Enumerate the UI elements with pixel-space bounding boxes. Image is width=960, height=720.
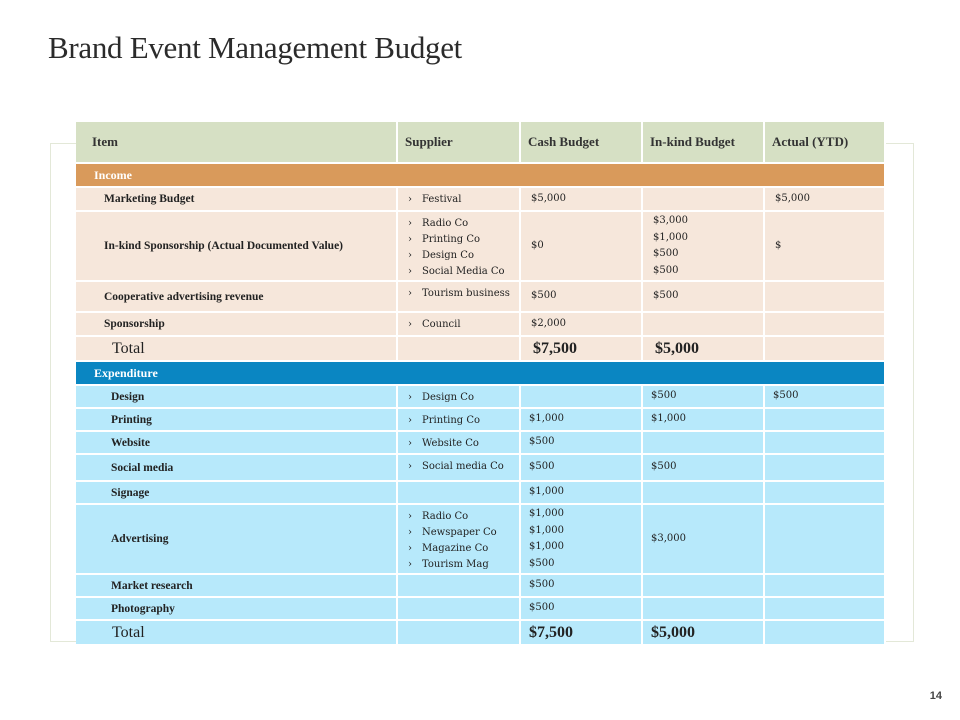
item-cell: Website: [76, 431, 397, 454]
cash-value: $500: [529, 461, 555, 473]
supplier-item: [408, 192, 519, 208]
header-supplier: Supplier: [397, 122, 520, 163]
cash-cell: [520, 454, 642, 481]
item-cell: Photography: [76, 597, 397, 620]
supplier-name: Magazine Co: [422, 543, 489, 554]
header-actual-ytd: Actual (YTD): [764, 122, 885, 163]
inkind-cell: [642, 187, 764, 211]
cash-value: $1,000: [529, 486, 564, 498]
item-cell: Advertising: [76, 504, 397, 574]
item-cell: Sponsorship: [76, 312, 397, 336]
income-total-row: [76, 336, 885, 361]
supplier-item: [408, 317, 519, 333]
cash-value: $500: [531, 290, 557, 302]
cash-value: $5,000: [531, 192, 566, 204]
expenditure-row: [76, 504, 885, 574]
chevron-right-icon: ›: [408, 543, 412, 554]
actual-cell: [764, 408, 885, 431]
inkind-cell: [642, 504, 764, 574]
expenditure-row: [76, 431, 885, 454]
inkind-value: $1,000: [651, 413, 686, 425]
cash-value: $500: [529, 557, 555, 569]
actual-value: $5,000: [775, 192, 810, 204]
item-cell: Signage: [76, 481, 397, 504]
actual-cell: [764, 454, 885, 481]
income-row: [76, 312, 885, 336]
supplier-name: Printing Co: [422, 234, 481, 245]
supplier-name: Design Co: [422, 392, 474, 403]
chevron-right-icon: ›: [408, 266, 412, 277]
supplier-cell: [397, 574, 520, 597]
chevron-right-icon: ›: [408, 415, 412, 426]
cash-value: $1,000: [529, 524, 564, 536]
item-cell: Market research: [76, 574, 397, 597]
cash-value: $0: [531, 239, 544, 251]
supplier-item: [408, 216, 519, 232]
supplier-item: [408, 264, 519, 280]
supplier-name: Newspaper Co: [422, 527, 497, 538]
cash-value: $500: [529, 579, 555, 591]
expenditure-row: [76, 408, 885, 431]
inkind-cell: [642, 281, 764, 312]
actual-cell: [764, 504, 885, 574]
chevron-right-icon: ›: [408, 288, 412, 299]
supplier-item: [408, 509, 519, 525]
chevron-right-icon: ›: [408, 511, 412, 522]
header-inkind-budget: In-kind Budget: [642, 122, 764, 163]
supplier-name: Festival: [422, 194, 462, 205]
supplier-name: Social Media Co: [422, 266, 505, 277]
supplier-item: [408, 413, 519, 429]
supplier-cell: [397, 385, 520, 408]
cash-cell: [520, 597, 642, 620]
chevron-right-icon: ›: [408, 218, 412, 229]
chevron-right-icon: ›: [408, 461, 412, 472]
inkind-cell: [642, 574, 764, 597]
inkind-value: $500: [651, 461, 677, 473]
chevron-right-icon: ›: [408, 194, 412, 205]
chevron-right-icon: ›: [408, 319, 412, 330]
chevron-right-icon: ›: [408, 250, 412, 261]
actual-value: $500: [773, 390, 799, 402]
actual-cell: [764, 574, 885, 597]
actual-cell: [764, 481, 885, 504]
income-total-label: Total: [76, 336, 397, 361]
actual-cell: [764, 211, 885, 281]
inkind-cell: [642, 597, 764, 620]
chevron-right-icon: ›: [408, 392, 412, 403]
inkind-value: $500: [653, 290, 679, 302]
supplier-name: Website Co: [422, 438, 479, 449]
supplier-name: Radio Co: [422, 511, 469, 522]
income-row: [76, 281, 885, 312]
expenditure-total-supplier: [397, 620, 520, 645]
chevron-right-icon: ›: [408, 234, 412, 245]
supplier-name: Printing Co: [422, 415, 481, 426]
inkind-cell: [642, 408, 764, 431]
cash-cell: [520, 187, 642, 211]
inkind-cell: [642, 431, 764, 454]
cash-value: $1,000: [529, 508, 564, 519]
cash-cell: [520, 481, 642, 504]
cash-value: $2,000: [531, 317, 566, 329]
income-total-supplier: [397, 336, 520, 361]
inkind-cell: [642, 211, 764, 281]
supplier-item: [408, 232, 519, 248]
chevron-right-icon: ›: [408, 438, 412, 449]
supplier-item: [408, 390, 519, 406]
expenditure-row: [76, 481, 885, 504]
inkind-cell: [642, 481, 764, 504]
inkind-value: $3,000: [651, 532, 686, 544]
cash-cell: [520, 211, 642, 281]
cash-cell: [520, 385, 642, 408]
cash-value: $1,000: [529, 541, 564, 552]
supplier-item: [408, 436, 519, 452]
expenditure-total-inkind: $5,000: [642, 620, 764, 645]
cash-value: $500: [529, 602, 555, 614]
inkind-value: $500: [651, 390, 677, 402]
cash-cell: [520, 504, 642, 574]
budget-table: [76, 122, 886, 646]
cash-cell: [520, 408, 642, 431]
supplier-cell: [397, 597, 520, 620]
income-row: [76, 211, 885, 281]
page-title: Brand Event Management Budget: [48, 30, 462, 65]
expenditure-section-row: [76, 361, 885, 385]
expenditure-row: [76, 597, 885, 620]
inkind-value: $500: [653, 248, 679, 259]
header-cash-budget: Cash Budget: [520, 122, 642, 163]
inkind-value: $3,000: [653, 215, 688, 226]
actual-cell: [764, 312, 885, 336]
inkind-cell: [642, 312, 764, 336]
actual-cell: [764, 187, 885, 211]
item-cell: Cooperative advertising revenue: [76, 281, 397, 312]
supplier-cell: [397, 187, 520, 211]
chevron-right-icon: ›: [408, 559, 412, 570]
supplier-name: Radio Co: [422, 218, 469, 229]
supplier-cell: [397, 481, 520, 504]
supplier-cell: [397, 281, 520, 312]
expenditure-row: [76, 385, 885, 408]
income-section-row: [76, 163, 885, 187]
expenditure-total-cash: $7,500: [520, 620, 642, 645]
income-section-label: Income: [76, 163, 885, 187]
supplier-name: Social media Co: [422, 461, 504, 472]
inkind-value: $500: [653, 264, 679, 276]
actual-cell: [764, 281, 885, 312]
expenditure-section-label: Expenditure: [76, 361, 885, 385]
supplier-name: Tourism business: [422, 288, 510, 299]
item-cell: Marketing Budget: [76, 187, 397, 211]
item-cell: In-kind Sponsorship (Actual Documented Value): [76, 211, 397, 281]
cash-cell: [520, 281, 642, 312]
chevron-right-icon: ›: [408, 527, 412, 538]
inkind-cell: [642, 454, 764, 481]
supplier-item: [408, 525, 519, 541]
supplier-cell: [397, 504, 520, 574]
item-cell: Design: [76, 385, 397, 408]
header-row: [76, 122, 885, 163]
page-number: 14: [929, 690, 942, 702]
supplier-item: [408, 557, 519, 573]
income-total-cash: $7,500: [520, 336, 642, 361]
income-total-actual: [764, 336, 885, 361]
expenditure-total-label: Total: [76, 620, 397, 645]
supplier-item: [408, 248, 519, 264]
inkind-value: $1,000: [653, 231, 688, 243]
actual-value: $: [775, 239, 782, 251]
supplier-cell: [397, 431, 520, 454]
supplier-cell: [397, 408, 520, 431]
cash-value: $1,000: [529, 413, 564, 425]
supplier-item: [408, 286, 519, 302]
supplier-cell: [397, 454, 520, 481]
supplier-cell: [397, 312, 520, 336]
item-cell: Printing: [76, 408, 397, 431]
supplier-name: Council: [422, 319, 461, 330]
actual-cell: [764, 385, 885, 408]
cash-value: $500: [529, 436, 555, 448]
expenditure-total-actual: [764, 620, 885, 645]
cash-cell: [520, 431, 642, 454]
expenditure-total-row: [76, 620, 885, 645]
item-cell: Social media: [76, 454, 397, 481]
supplier-item: [408, 541, 519, 557]
expenditure-row: [76, 574, 885, 597]
actual-cell: [764, 431, 885, 454]
supplier-cell: [397, 211, 520, 281]
income-total-inkind: $5,000: [642, 336, 764, 361]
inkind-cell: [642, 385, 764, 408]
cash-cell: [520, 312, 642, 336]
header-item: Item: [76, 122, 397, 163]
expenditure-row: [76, 454, 885, 481]
supplier-name: Design Co: [422, 250, 474, 261]
cash-cell: [520, 574, 642, 597]
supplier-name: Tourism Mag: [422, 559, 489, 570]
income-row: [76, 187, 885, 211]
supplier-item: [408, 459, 519, 475]
actual-cell: [764, 597, 885, 620]
